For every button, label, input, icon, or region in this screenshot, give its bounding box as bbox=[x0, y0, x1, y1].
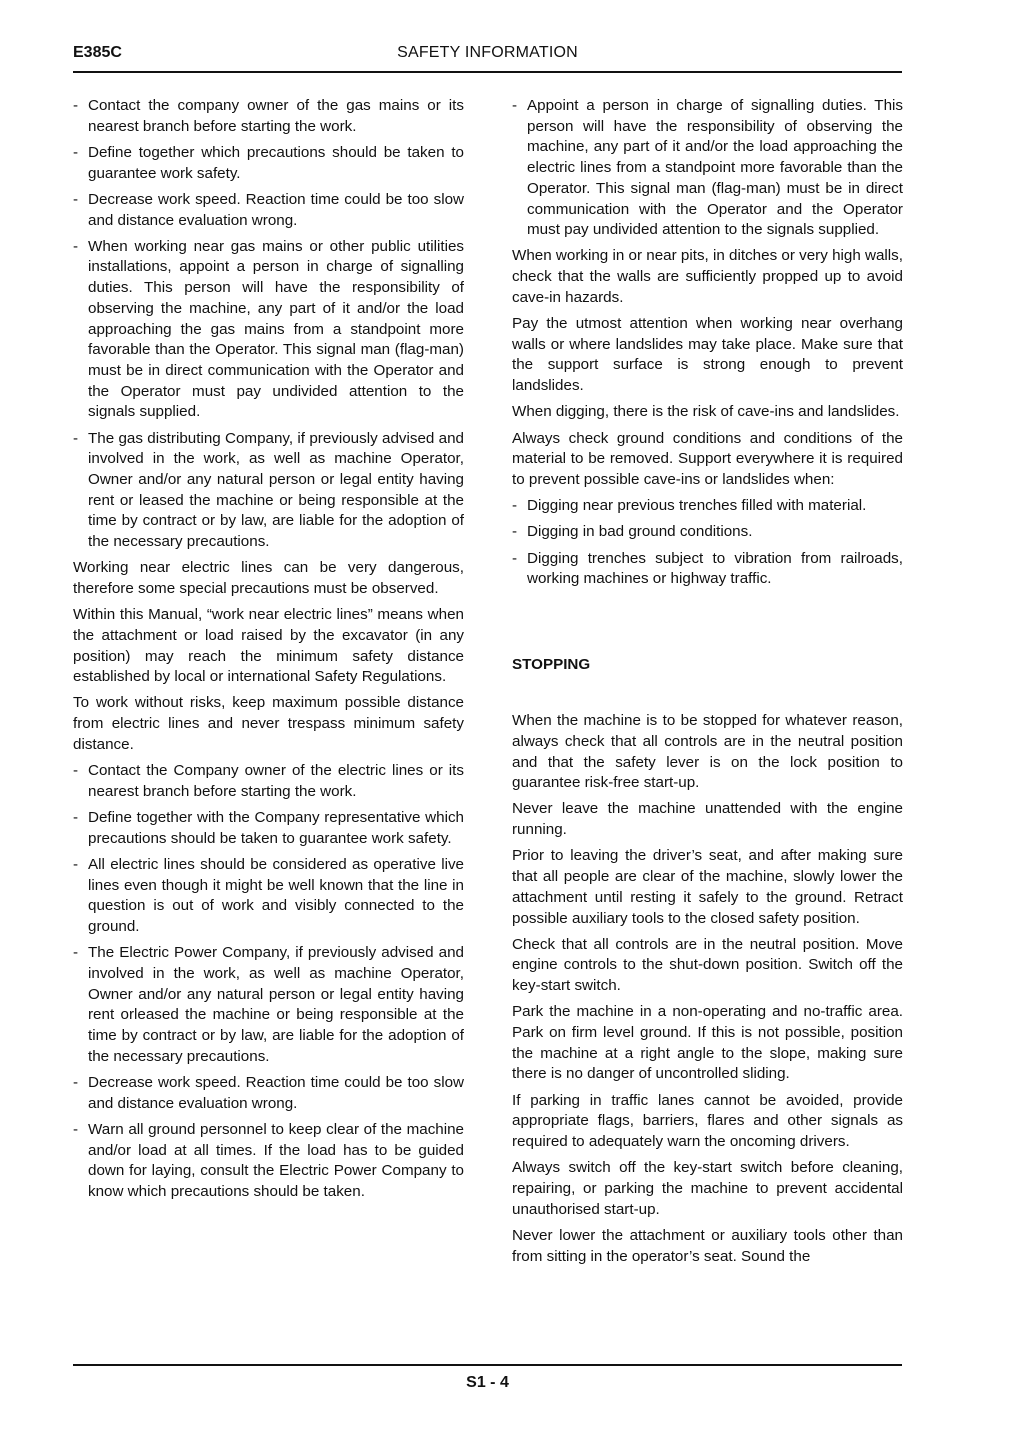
paragraph: Prior to leaving the driver’s seat, and after making sure that all people are clear of the machine, slowly lower the attachment until resting it safely to the ground. Retract possible auxiliary tools to the closed safety position. bbox=[512, 847, 903, 927]
dash-bullet: - bbox=[73, 855, 79, 873]
dash-bullet: - bbox=[512, 497, 518, 515]
section-heading-stopping: STOPPING bbox=[512, 656, 591, 674]
right-column bbox=[512, 96, 903, 1273]
list-item: - Digging in bad ground conditions. bbox=[512, 522, 903, 543]
header-rule bbox=[73, 71, 902, 73]
list-item: - Define together which precautions should be taken to guarantee work safety. bbox=[73, 143, 464, 182]
left-column bbox=[73, 96, 464, 1208]
dash-bullet: - bbox=[512, 549, 518, 567]
paragraph: Within this Manual, “work near electric lines” means when the attachment or load raised by the excavator (in any position) may reach the minimum safety distance established by local or international Safety Regulations. bbox=[73, 606, 464, 686]
dash-bullet: - bbox=[73, 762, 79, 780]
dash-bullet: - bbox=[512, 97, 518, 114]
section-title: SAFETY INFORMATION bbox=[397, 44, 578, 61]
spacer bbox=[512, 595, 903, 655]
paragraph: When the machine is to be stopped for whatever reason, always check that all controls are in the neutral position and that the safety lever is on the lock position to guarantee risk-free start-up. bbox=[512, 712, 903, 792]
list-item: - The Electric Power Company, if previously advised and involved in the work, as well as machine Operator, Owner and/or any natural person or legal entity having rent orleased the machine or being responsible at the time by contract or by law, are liable for the adoption of the necessary precautions. bbox=[73, 944, 464, 1065]
dash-bullet: - bbox=[73, 143, 79, 161]
paragraph: If parking in traffic lanes cannot be avoided, provide appropriate flags, barriers, flares and other signals as required to adequately warn the oncoming drivers. bbox=[512, 1091, 903, 1151]
dash-bullet: - bbox=[512, 523, 518, 541]
list-item: - Contact the Company owner of the electric lines or its nearest branch before starting the work. bbox=[73, 762, 464, 800]
list-item: - Warn all ground personnel to keep clear of the machine and/or load at all times. If the load has to be guided down for laying, consult the Electric Power Company to know which precautions should be taken. bbox=[73, 1120, 464, 1200]
footer-rule bbox=[73, 1364, 902, 1366]
model-label: E385C bbox=[73, 44, 122, 61]
list-item: - Contact the company owner of the gas mains or its nearest branch before starting the work. bbox=[73, 97, 464, 135]
paragraph: Never lower the attachment or auxiliary tools other than from sitting in the operator’s seat. Sound the bbox=[512, 1226, 903, 1265]
paragraph: Always check ground conditions and conditions of the material to be removed. Support everywhere it is required to prevent possible cave-ins or landslides when: bbox=[512, 429, 903, 488]
paragraph: Pay the utmost attention when working near overhang walls or where landslides may take place. Make sure that the support surface is strong enough to prevent landslides. bbox=[512, 315, 903, 395]
list-item: - Decrease work speed. Reaction time could be too slow and distance evaluation wrong. bbox=[73, 190, 464, 229]
list-item: - When working near gas mains or other public utilities installations, appoint a person in charge of signalling duties. This person will have the responsibility of observing the machine, any part of it and/or the load approaching the gas mains from a standpoint more favorable than the Operator. This signal man (flag-man) must be in direct communication with the Operator and the Operator must pay undivided attention to the signals supplied. bbox=[73, 237, 464, 421]
paragraph: Working near electric lines can be very dangerous, therefore some special precautions must be observed. bbox=[73, 559, 464, 597]
list-item: - Digging near previous trenches filled with material. bbox=[512, 496, 903, 517]
paragraph: To work without risks, keep maximum possible distance from electric lines and never trespass minimum safety distance. bbox=[73, 694, 464, 753]
dash-bullet: - bbox=[73, 944, 79, 962]
list-item: - Digging trenches subject to vibration from railroads, working machines or highway traffic. bbox=[512, 549, 903, 588]
paragraph: Check that all controls are in the neutral position. Move engine controls to the shut-down position. Switch off the key-start switch. bbox=[512, 935, 903, 995]
list-item: - The gas distributing Company, if previously advised and involved in the work, as well as machine Operator, Owner and/or any natural person or legal entity having rent or leased the machine or being responsible at the time by contract or by law, are liable for the adoption of the necessary precautions. bbox=[73, 429, 464, 551]
paragraph: When working in or near pits, in ditches or very high walls, check that the walls are sufficiently propped up to avoid cave-in hazards. bbox=[512, 247, 903, 306]
list-item: - Define together with the Company representative which precautions should be taken to guarantee work safety. bbox=[73, 809, 464, 847]
list-item: - All electric lines should be considered as operative live lines even though it might be well known that the line in question is out of work and visibly connected to the ground. bbox=[73, 855, 464, 936]
dash-bullet: - bbox=[73, 237, 79, 255]
dash-bullet: - bbox=[73, 809, 79, 826]
paragraph: Park the machine in a non-operating and no-traffic area. Park on firm level ground. If this is not possible, position the machine at a right angle to the slope, making sure there is no danger of uncontrolled sliding. bbox=[512, 1003, 903, 1083]
dash-bullet: - bbox=[73, 97, 79, 114]
dash-bullet: - bbox=[73, 429, 79, 447]
page-header bbox=[73, 42, 902, 66]
page-number: S1 - 4 bbox=[466, 1374, 509, 1391]
list-item: - Decrease work speed. Reaction time could be too slow and distance evaluation wrong. bbox=[73, 1073, 464, 1112]
spacer bbox=[512, 676, 903, 711]
paragraph: Never leave the machine unattended with the engine running. bbox=[512, 800, 903, 839]
dash-bullet: - bbox=[73, 190, 79, 208]
list-item: - Appoint a person in charge of signalling duties. This person will have the responsibility of observing the machine, any part of it and/or the load approaching the electric lines from a standpoint more favorable than the Operator. This signal man (flag-man) must be in direct communication with the Operator and the Operator must pay undivided attention to the signals supplied. bbox=[512, 97, 903, 239]
dash-bullet: - bbox=[73, 1120, 79, 1138]
paragraph: Always switch off the key-start switch before cleaning, repairing, or parking the machine to prevent accidental unauthorised start-up. bbox=[512, 1159, 903, 1218]
dash-bullet: - bbox=[73, 1073, 79, 1091]
paragraph: When digging, there is the risk of cave-ins and landslides. bbox=[512, 403, 900, 421]
